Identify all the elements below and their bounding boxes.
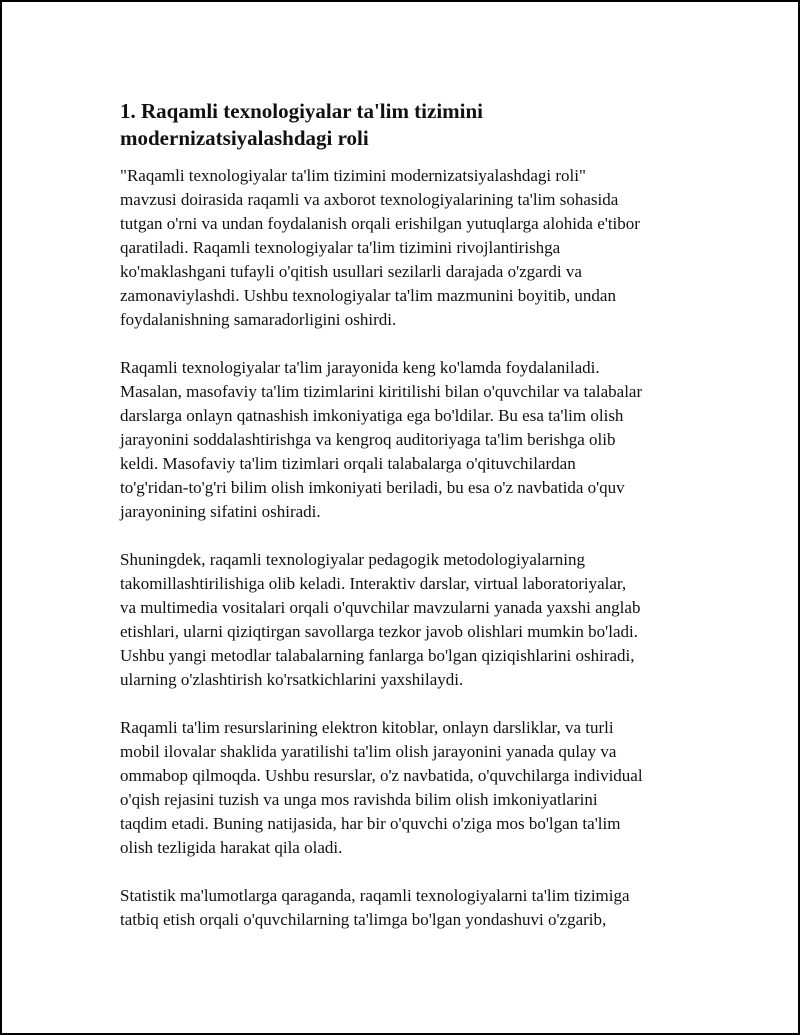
section-heading: 1. Raqamli texnologiyalar ta'lim tizimini modernizatsiyalashdagi roli (120, 99, 484, 150)
paragraph-5: Statistik ma'lumotlarga qaraganda, raqamli texnologiyalarni ta'lim tizimiga tatbiq etish orqali o'quvchilarning ta'limga bo'lgan yondashuvi o'zgarib, (120, 886, 630, 929)
paragraph-3: Shuningdek, raqamli texnologiyalar pedagogik metodologiyalarning takomillashtirilishiga olib keladi. Interaktiv darslar, virtual laboratoriyalar, va multimedia vositalari orqali o'quvchilar mavzularni yanada yaxshi anglab etishlari, ularni qiziqtirgan savollarga tezkor javob olishlari mumkin bo'ladi. Ushbu yangi metodlar talabalarning fanlarga bo'lgan qiziqishlarini oshiradi, ularning o'zlashtirish ko'rsatkichlarini yaxshilaydi. (120, 550, 641, 689)
paragraph-4: Raqamli ta'lim resurslarining elektron kitoblar, onlayn darsliklar, va turli mobil ilovalar shaklida yaratilishi ta'lim olish jarayonini yanada qulay va ommabop qilmoqda. Ushbu resurslar, o'z navbatida, o'quvchilarga individual o'qish rejasini tuzish va unga mos ravishda bilim olish imkoniyatlarini taqdim etadi. Buning natijasida, har bir o'quvchi o'ziga mos bo'lgan ta'lim olish tezligida harakat qila oladi. (120, 718, 643, 857)
document-body (120, 98, 700, 956)
paragraph-1: "Raqamli texnologiyalar ta'lim tizimini modernizatsiyalashdagi roli" mavzusi doirasida raqamli va axborot texnologiyalarining ta'lim sohasida tutgan o'rni va undan foydalanish orqali erishilgan yutuqlarga alohida e'tibor qaratiladi. Raqamli texnologiyalar ta'lim tizimini rivojlantirishga ko'maklashgani tufayli o'qitish usullari sezilarli darajada o'zgardi va zamonaviylashdi. Ushbu texnologiyalar ta'lim mazmunini boyitib, undan foydalanishning samaradorligini oshirdi. (120, 166, 640, 329)
paragraph-2: Raqamli texnologiyalar ta'lim jarayonida keng ko'lamda foydalaniladi. Masalan, masofaviy ta'lim tizimlarini kiritilishi bilan o'quvchilar va talabalar darslarga onlayn qatnashish imkoniyatiga ega bo'ldilar. Bu esa ta'lim olish jarayonini soddalashtirishga va kengroq auditoriyaga ta'lim berishga olib keldi. Masofaviy ta'lim tizimlari orqali talabalarga o'qituvchilardan to'g'ridan-to'g'ri bilim olish imkoniyati beriladi, bu esa o'z navbatida o'quv jarayonining sifatini oshiradi. (120, 358, 643, 521)
